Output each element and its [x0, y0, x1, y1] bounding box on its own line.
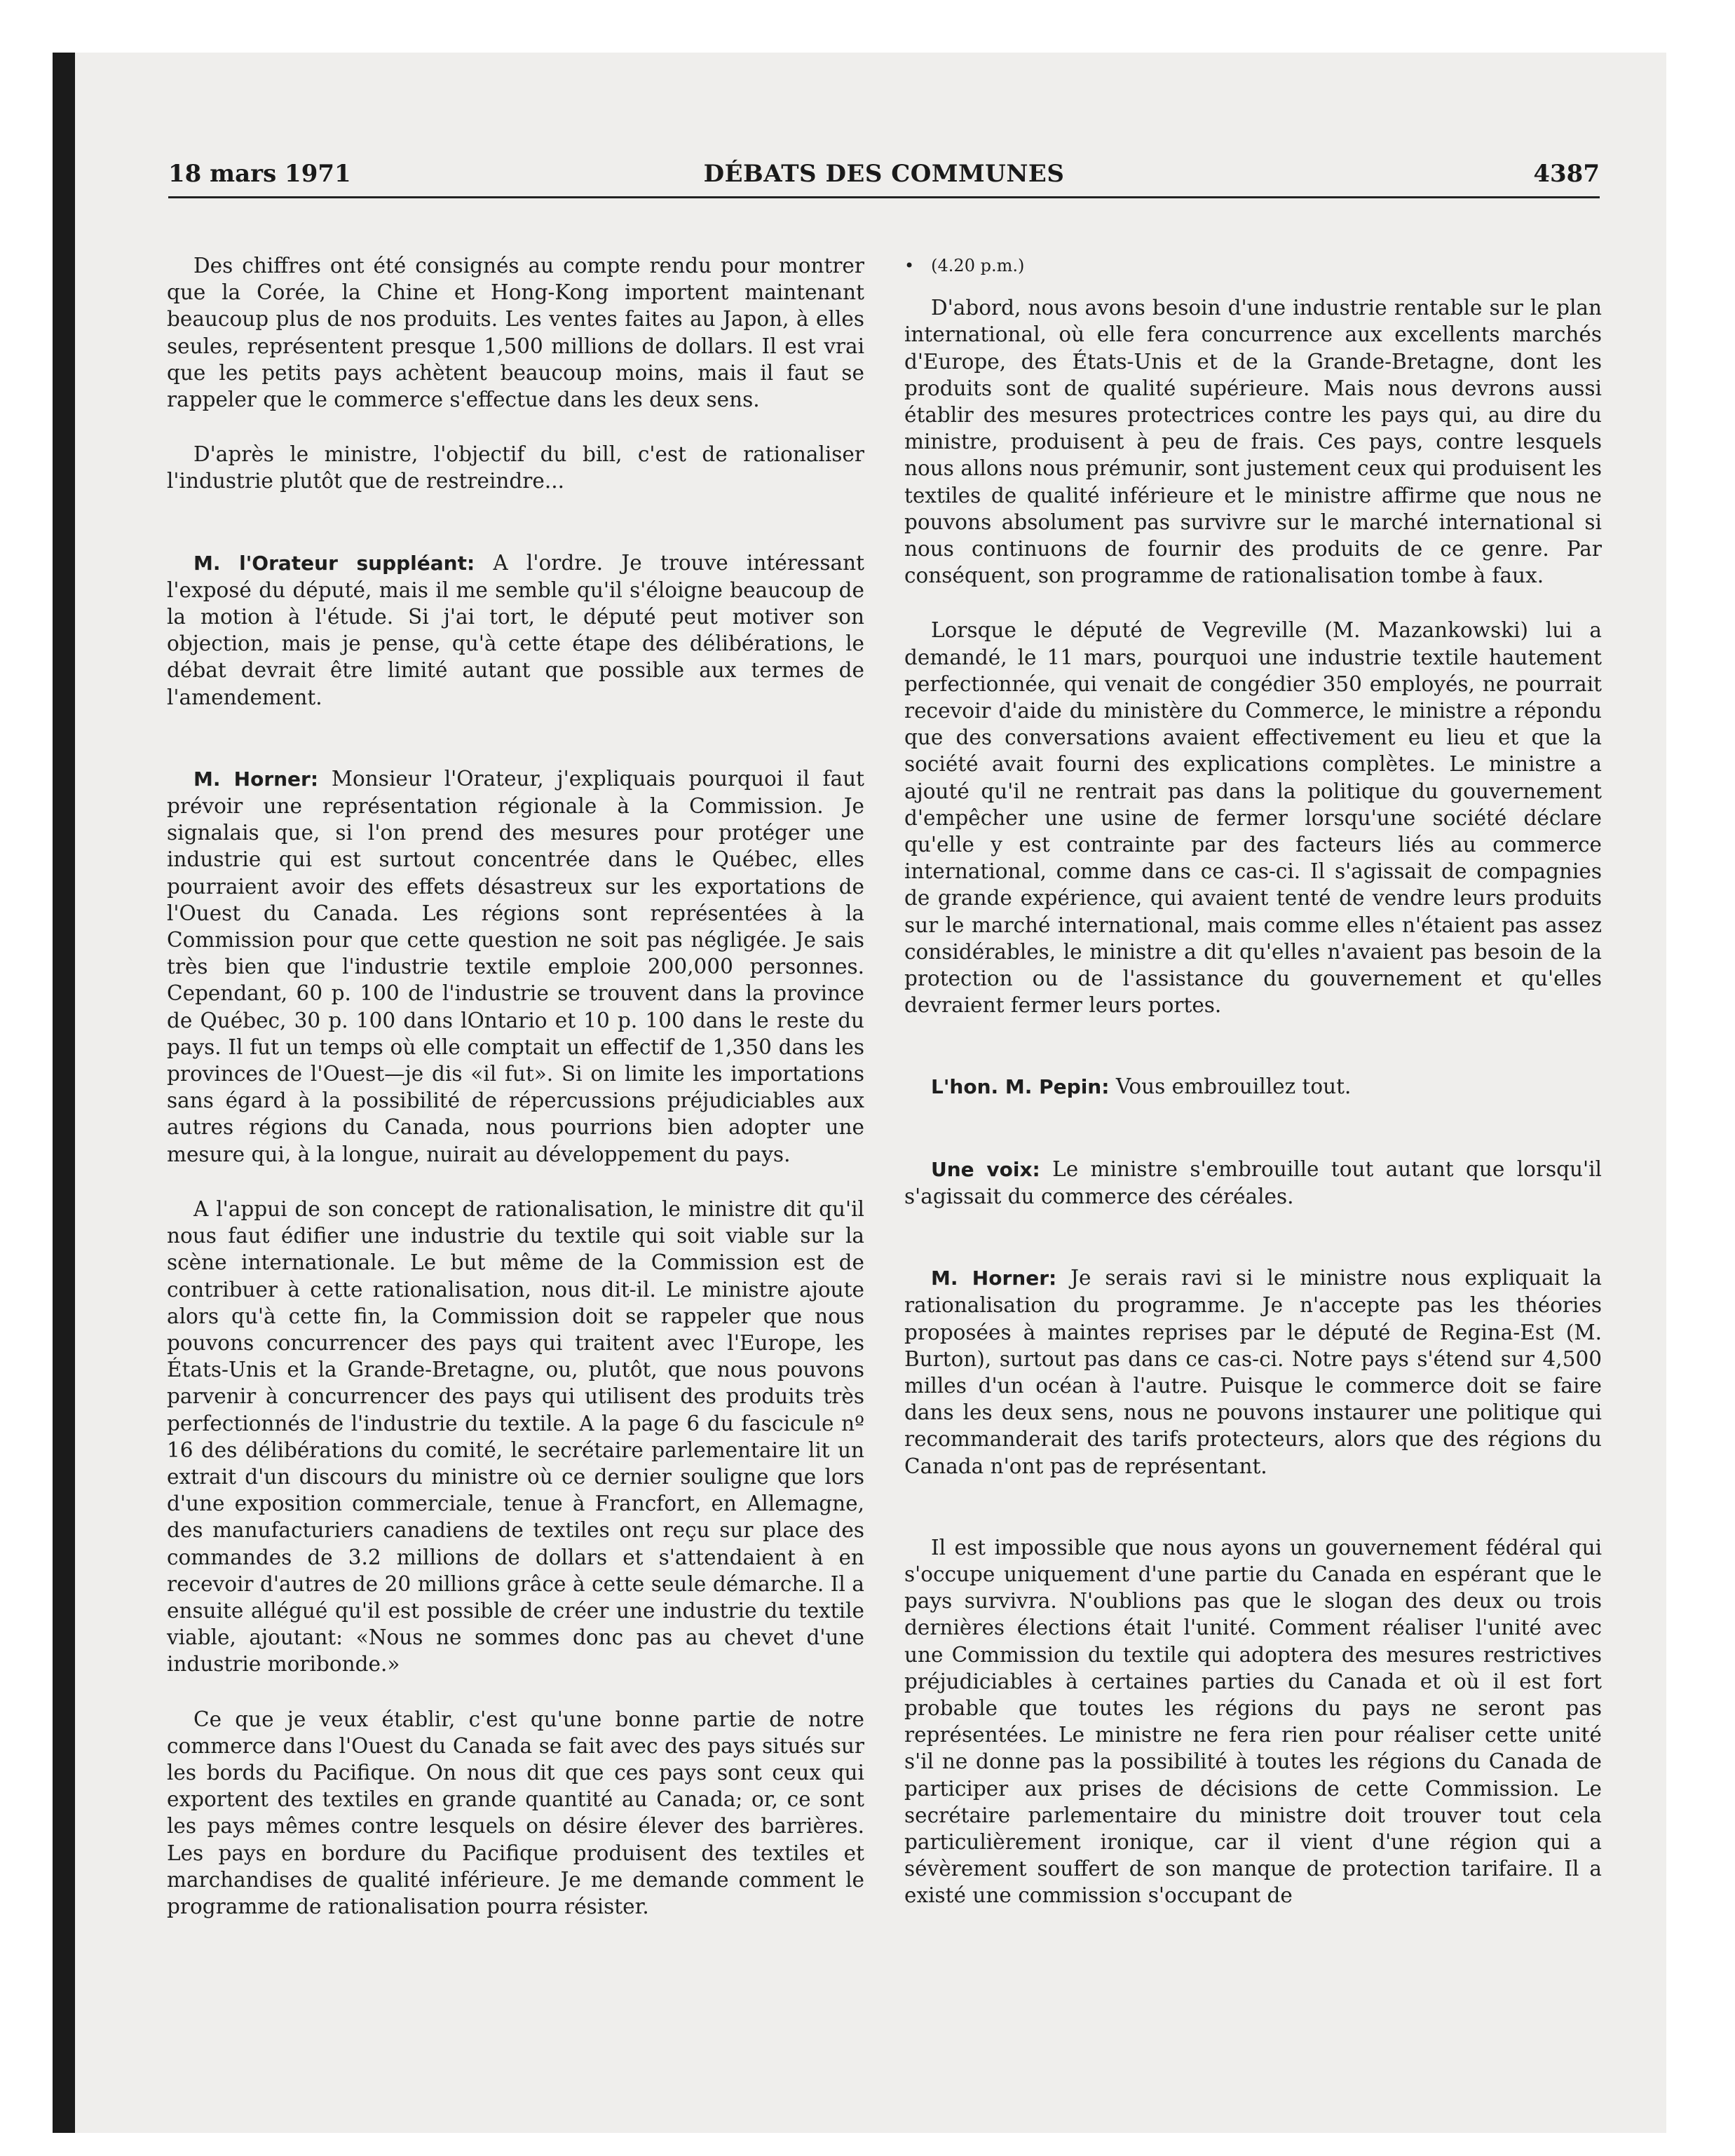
- paragraph: Il est impossible que nous ayons un gouvernement fédéral qui s'occupe uniquement d'une partie du Canada en espérant que le pays survivra. N'oublions pas que le slogan des deux ou trois dernières élections était l'unité. Comment réaliser l'unité avec une Commission du textile qui adoptera des mesures restrictives préjudiciables à certaines parties du Canada et où il est fort probable que toutes les régions du pays ne seront pas représentées. Le ministre ne fera rien pour réaliser cette unité s'il ne donne pas la possibilité à toutes les régions du Canada de participer aux prises de décisions de cette Commission. Le secrétaire parlementaire du ministre doit trouver tout cela particulièrement ironique, car il vient d'une région qui a sévèrement souffert de son manque de protection tarifaire. Il a existé une commission s'occupant de: [904, 1535, 1602, 1908]
- paragraph: D'abord, nous avons besoin d'une industrie rentable sur le plan international, où elle fera concurrence aux excellents marchés d'Europe, des États-Unis et de la Grande-Bretagne, dont les produits sont de qualité supérieure. Mais nous devrons aussi établir des mesures protectrices contre les pays qui, au dire du ministre, produisent à peu de frais. Ces pays, contre lesquels nous allons nous prémunir, sont justement ceux qui produisent les textiles de qualité inférieure et le ministre affirme que nous ne pouvons absolument pas survivre sur le marché international si nous continuons de fournir des produits de ce genre. Par conséquent, son programme de rationalisation tombe à faux.: [904, 296, 1602, 588]
- speech-text: A l'ordre. Je trouve intéressant l'exposé du député, mais il me semble qu'il s'éloigne beaucoup de la motion à l'étude. Si j'ai tort, le député peut motiver son objection, mais je pense, qu'à cette étape des délibérations, le débat devrait être limité autant que possible aux termes de l'amendement.: [167, 550, 864, 709]
- speech-text: Monsieur l'Orateur, j'expliquais pourquoi il faut prévoir une représentation régionale à la Commission. Je signalais que, si l'on prend des mesures pour protéger une industrie qui est surtout concentrée dans le Québec, elles pourraient avoir des effets désastreux sur les exportations de l'Ouest du Canada. Les régions sont représentées à la Commission pour que cette question ne soit pas négligée. Je sais très bien que l'industrie textile emploie 200,000 personnes. Cependant, 60 p. 100 de l'industrie se trouvent dans la province de Québec, 30 p. 100 dans lOntario et 10 p. 100 dans le reste du pays. Il fut un temps où elle comptait un effectif de 1,350 dans les provinces de l'Ouest—je dis «il fut». Si on limite les importations sans égard à la possibilité de répercussions préjudiciables aux autres régions du Canada, nous pourrions bien adopter une mesure qui, à la longue, nuirait au développement du pays.: [167, 766, 864, 1166]
- time-stamp: (4.20 p.m.): [931, 256, 1025, 275]
- speaker-name: Une voix:: [931, 1157, 1040, 1181]
- header-title: DÉBATS DES COMMUNES: [703, 160, 1065, 188]
- paragraph: Ce que je veux établir, c'est qu'une bonne partie de notre commerce dans l'Ouest du Canada se fait avec des pays situés sur les bords du Pacifique. On nous dit que ces pays sont ceux qui exportent des textiles en grande quantité au Canada; or, ce sont les pays mêmes contre lesquels on désire élever des barrières. Les pays en bordure du Pacifique produisent des textiles et marchandises de qualité inférieure. Je me demande comment le programme de rationalisation pourra résister.: [167, 1707, 864, 1918]
- left-column: [167, 252, 864, 1948]
- paragraph: A l'appui de son concept de rationalisation, le ministre dit qu'il nous faut édifier une industrie du textile qui soit viable sur la scène internationale. Le but même de la Commission est de contribuer à cette rationalisation, nous dit-il. Le ministre ajoute alors qu'à cette fin, la Commission doit se rappeler que nous pouvons concurrencer des pays qui traitent avec l'Europe, les États-Unis et la Grande-Bretagne, ou, plutôt, que nous pouvons parvenir à concurrencer des pays qui utilisent des produits très perfectionnés de l'industrie du textile. A la page 6 du fascicule nº 16 des délibérations du comité, le secrétaire parlementaire lit un extrait d'un discours du ministre où ce dernier souligne que lors d'une exposition commerciale, tenue à Francfort, en Allemagne, des manufacturiers canadiens de textiles ont reçu sur place des commandes de 3.2 millions de dollars et s'attendaient à en recevoir d'autres de 20 millions grâce à cette seule démarche. Il a ensuite allégué qu'il est possible de créer une industrie du textile viable, ajoutant: «Nous ne sommes donc pas au chevet d'une industrie moribonde.»: [167, 1196, 864, 1677]
- page-number: 4387: [1533, 160, 1600, 188]
- speech-paragraph: [904, 1156, 1602, 1210]
- bullet-icon: •: [904, 256, 915, 275]
- paragraph: Des chiffres ont été consignés au compte rendu pour montrer que la Corée, la Chine et Hong-Kong importent maintenant beaucoup plus de nos produits. Les ventes faites au Japon, à elles seules, représentent presque 1,500 millions de dollars. Il est vrai que les petits pays achètent beaucoup moins, mais il faut se rappeler que le commerce s'effectue dans les deux sens.: [167, 254, 864, 412]
- scan-edge-bar: [53, 53, 75, 2133]
- right-column: [904, 252, 1602, 1937]
- paragraph: Lorsque le député de Vegreville (M. Mazankowski) lui a demandé, le 11 mars, pourquoi une industrie textile hautement perfectionnée, qui venait de congédier 350 employés, ne pourrait recevoir d'aide du ministère du Commerce, le ministre a répondu que des conversations avaient effectivement eu lieu et que la société avait fourni des explications complètes. Le ministre a ajouté qu'il ne rentrait pas dans la politique du gouvernement d'empêcher une usine de fermer lorsqu'une société déclare qu'elle y est contrainte par des facteurs liés au commerce international, comme dans ce cas-ci. Il s'agissait de compagnies de grande expérience, qui avaient tenté de vendre leurs produits sur le marché international, mais comme elles n'étaient pas assez considérables, le ministre a dit qu'elles n'avaient pas besoin de la protection ou de l'assistance du gouvernement et qu'elles devraient fermer leurs portes.: [904, 618, 1602, 1018]
- speaker-name: M. l'Orateur suppléant:: [193, 551, 475, 575]
- speech-paragraph: [904, 1073, 1602, 1100]
- paragraph: D'après le ministre, l'objectif du bill, c'est de rationaliser l'industrie plutôt que de restreindre...: [167, 442, 864, 493]
- speech-text: Le ministre s'embrouille tout autant que lorsqu'il s'agissait du commerce des céréales.: [904, 1157, 1602, 1208]
- time-marker: [904, 252, 1602, 279]
- speaker-name: M. Horner:: [931, 1267, 1057, 1290]
- speaker-name: M. Horner:: [193, 767, 319, 791]
- speech-text: Je serais ravi si le ministre nous expliquait la rationalisation du programme. Je n'accepte pas les théories proposées à maintes reprises par le député de Regina-Est (M. Burton), surtout pas dans ce cas-ci. Notre pays s'étend sur 4,500 milles d'un océan à l'autre. Puisque le commerce doit se faire dans les deux sens, nous ne pouvons instaurer une politique qui recommanderait des tarifs protecteurs, alors que des régions du Canada n'ont pas de représentant.: [904, 1266, 1602, 1478]
- speaker-name: L'hon. M. Pepin:: [931, 1075, 1110, 1099]
- speech-paragraph: [904, 1264, 1602, 1480]
- speech-text: Vous embrouillez tout.: [1109, 1074, 1352, 1099]
- speech-paragraph: [167, 550, 864, 711]
- header-date: 18 mars 1971: [168, 160, 351, 188]
- speech-paragraph: [167, 765, 864, 1168]
- page-header: [168, 160, 1600, 198]
